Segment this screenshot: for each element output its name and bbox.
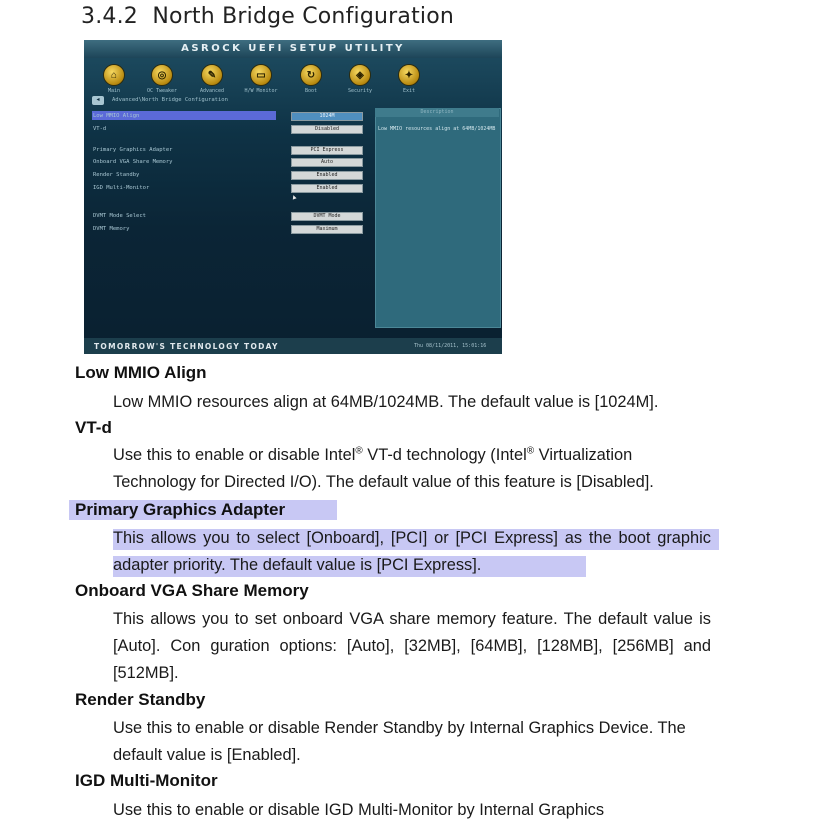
item-heading: Onboard VGA Share Memory	[75, 581, 309, 600]
description-panel	[375, 108, 501, 328]
item-heading: Render Standby	[75, 690, 206, 709]
nav-exit	[387, 64, 431, 94]
nav-advanced	[190, 64, 234, 94]
bios-title: ASROCK UEFI SETUP UTILITY	[181, 43, 405, 54]
body-text: Use this to enable or disable Intel	[113, 446, 356, 464]
mouse-cursor-icon	[291, 194, 296, 199]
bios-row-value: Auto	[291, 158, 363, 167]
exit-icon: ✦	[398, 64, 420, 86]
advanced-icon: ✎	[201, 64, 223, 86]
nav-hw-monitor	[239, 64, 283, 94]
nav-label: H/W Monitor	[244, 88, 278, 94]
registered-mark: ®	[355, 445, 363, 457]
footer-datetime: Thu 08/11/2011, 15:01:16	[414, 343, 487, 349]
nav-label: Main	[107, 88, 121, 94]
bios-row-label: Primary Graphics Adapter	[93, 147, 173, 153]
tweaker-icon: ◎	[151, 64, 173, 86]
section-title-text: North Bridge Configuration	[152, 4, 455, 29]
bios-row-value: Enabled	[291, 184, 363, 193]
item-heading: Primary Graphics Adapter	[75, 500, 286, 519]
nav-label: Exit	[402, 88, 416, 94]
bios-row-value: Maximum	[291, 225, 363, 234]
bios-row-label: Onboard VGA Share Memory	[93, 159, 173, 165]
bios-row-label: VT-d	[93, 126, 107, 132]
item-body: This allows you to select [Onboard], [PCI] or [PCI Express] as the boot graphic adapter priority. The default value is [PCI Express].	[113, 529, 711, 574]
footer-slogan: TOMORROW'S TECHNOLOGY TODAY	[94, 342, 279, 351]
item-heading: Low MMIO Align	[75, 363, 207, 382]
home-icon: ⌂	[103, 64, 125, 86]
boot-icon: ↻	[300, 64, 322, 86]
section-number: 3.4.2	[81, 4, 138, 29]
item-body	[113, 442, 713, 496]
bios-screenshot	[84, 40, 502, 354]
body-text: Virtualization Technology for Directed I/O). The default value of this feature is [Disabled].	[113, 446, 654, 491]
item-heading: VT-d	[75, 418, 112, 437]
nav-security	[338, 64, 382, 94]
item-body: Low MMIO resources align at 64MB/1024MB. The default value is [1024M].	[113, 393, 659, 411]
section-title	[81, 4, 454, 29]
item-body: Use this to enable or disable Render Standby by Internal Graphics Device. The default value is [Enabled].	[113, 719, 686, 764]
body-text: VT-d technology (Intel	[362, 446, 527, 464]
nav-boot	[289, 64, 333, 94]
description-header: Description	[375, 108, 499, 117]
bios-row-value: Disabled	[291, 125, 363, 134]
nav-label: Boot	[304, 88, 318, 94]
bios-breadcrumb: Advanced\North Bridge Configuration	[112, 97, 228, 103]
bios-row-label: DVMT Memory	[93, 226, 130, 232]
item-heading: IGD Multi-Monitor	[75, 771, 218, 790]
nav-label: Advanced	[199, 88, 225, 94]
description-text: Low MMIO resources align at 64MB/1024MB	[378, 126, 496, 132]
bios-row-label: Render Standby	[93, 172, 140, 178]
bios-row-label: DVMT Mode Select	[93, 213, 146, 219]
bios-row-value: PCI Express	[291, 146, 363, 155]
nav-oc-tweaker	[140, 64, 184, 94]
back-arrow-icon: ◂	[92, 96, 104, 105]
item-body: Use this to enable or disable IGD Multi-Monitor by Internal Graphics	[113, 801, 605, 819]
security-icon: ◈	[349, 64, 371, 86]
nav-label: Security	[347, 88, 373, 94]
bios-row-value: 1024M	[291, 112, 363, 121]
bios-row-label: IGD Multi-Monitor	[93, 185, 150, 191]
bios-row-value: DVMT Mode	[291, 212, 363, 221]
nav-main	[92, 64, 136, 94]
nav-label: OC Tweaker	[146, 88, 178, 94]
registered-mark: ®	[526, 445, 535, 457]
bios-row-value: Enabled	[291, 171, 363, 180]
monitor-icon: ▭	[250, 64, 272, 86]
item-body: This allows you to set onboard VGA share memory feature. The default value is [Auto]. Con guration options: [Auto], [32MB], [64MB], [128MB], [256MB] and [512MB].	[113, 610, 711, 682]
bios-row-label: Low MMIO Align	[93, 113, 140, 119]
